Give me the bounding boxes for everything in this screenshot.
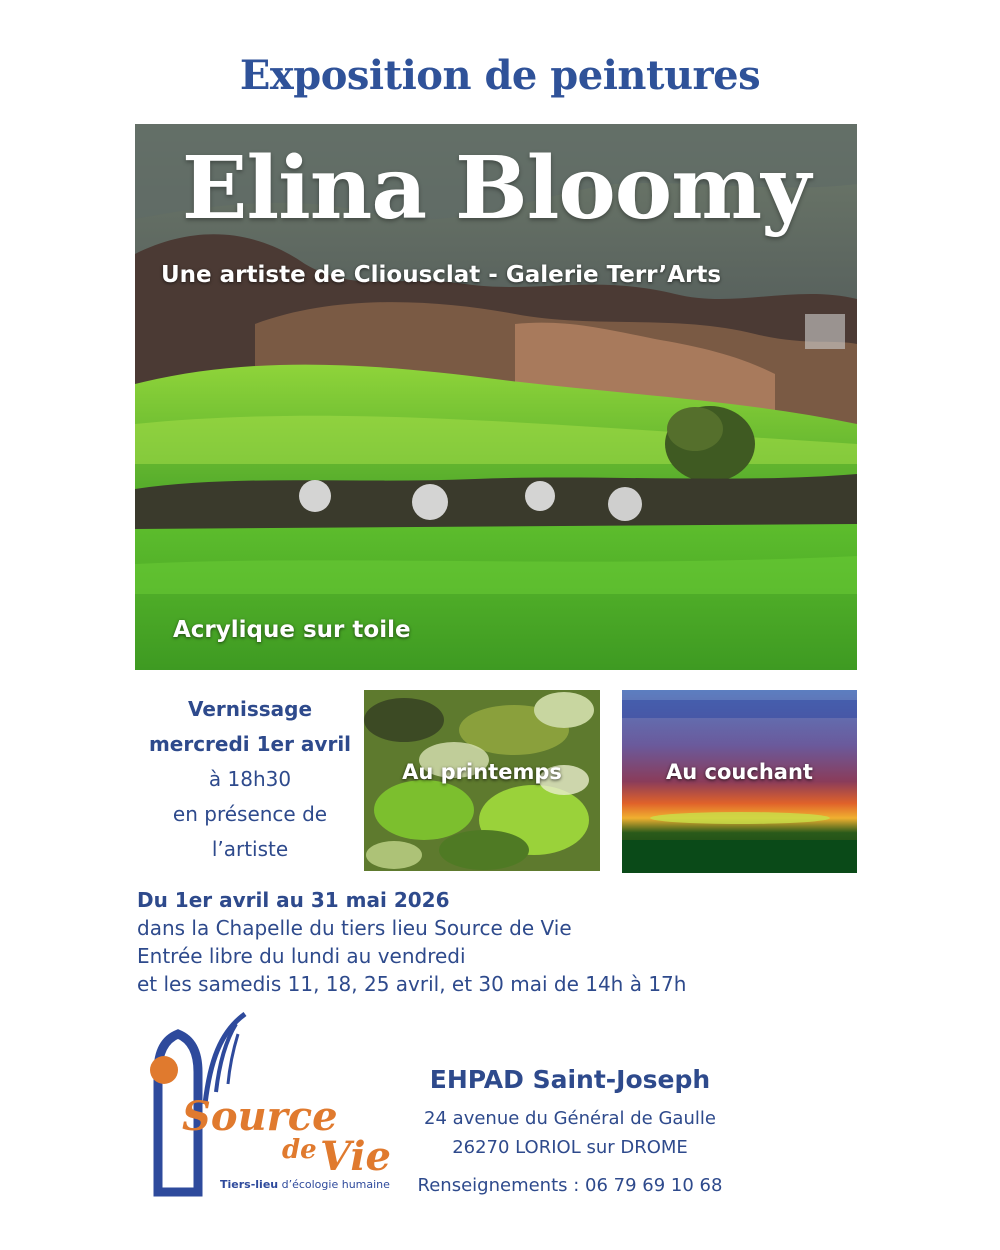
location-line: dans la Chapelle du tiers lieu Source de Vie (137, 916, 572, 940)
vernissage-time: à 18h30 (208, 767, 292, 791)
logo-word-source: Source (182, 1093, 338, 1140)
painting-thumbnail-spring (364, 690, 600, 871)
vernissage-heading: Vernissage (187, 697, 313, 721)
main-painting (135, 124, 857, 670)
logo-tagline (220, 1178, 390, 1191)
venue-name: EHPAD Saint-Joseph (429, 1065, 711, 1094)
logo-word-de: de (282, 1135, 317, 1165)
vernissage-date: mercredi 1er avril (148, 732, 352, 756)
venue-address (400, 1065, 740, 1196)
street-address: 24 avenue du Général de Gaulle (424, 1108, 716, 1129)
logo-tagline-bold: Tiers-lieu (220, 1178, 279, 1191)
vernissage-note-line1: en présence de (172, 802, 328, 826)
contact-phone: Renseignements : 06 79 69 10 68 (417, 1175, 723, 1196)
logo-word-vie: Vie (320, 1133, 391, 1180)
logo-tagline-rest: d’écologie humaine (278, 1178, 390, 1191)
vernissage-info (140, 692, 360, 867)
poster-title: Exposition de peintures (239, 52, 761, 99)
saturday-hours-line: et les samedis 11, 18, 25 avril, et 30 mai de 14h à 17h (137, 972, 687, 996)
city-address: 26270 LORIOL sur DROME (452, 1137, 688, 1158)
exhibition-dates (137, 886, 857, 998)
opening-days-line: Entrée libre du lundi au vendredi (137, 944, 466, 968)
medium-label: Acrylique sur toile (173, 617, 411, 643)
source-de-vie-logo (150, 1012, 400, 1202)
thumbnail-label-sunset: Au couchant (666, 760, 813, 784)
artist-subtitle: Une artiste de Cliousclat - Galerie Terr’Arts (161, 262, 722, 288)
logo-graphic (150, 1012, 400, 1202)
date-range: Du 1er avril au 31 mai 2026 (137, 888, 450, 912)
artist-name: Elina Bloomy (181, 138, 811, 239)
vernissage-note-line2: l’artiste (211, 837, 289, 861)
thumbnail-label-spring: Au printemps (402, 760, 562, 784)
painting-thumbnail-sunset (622, 690, 857, 873)
